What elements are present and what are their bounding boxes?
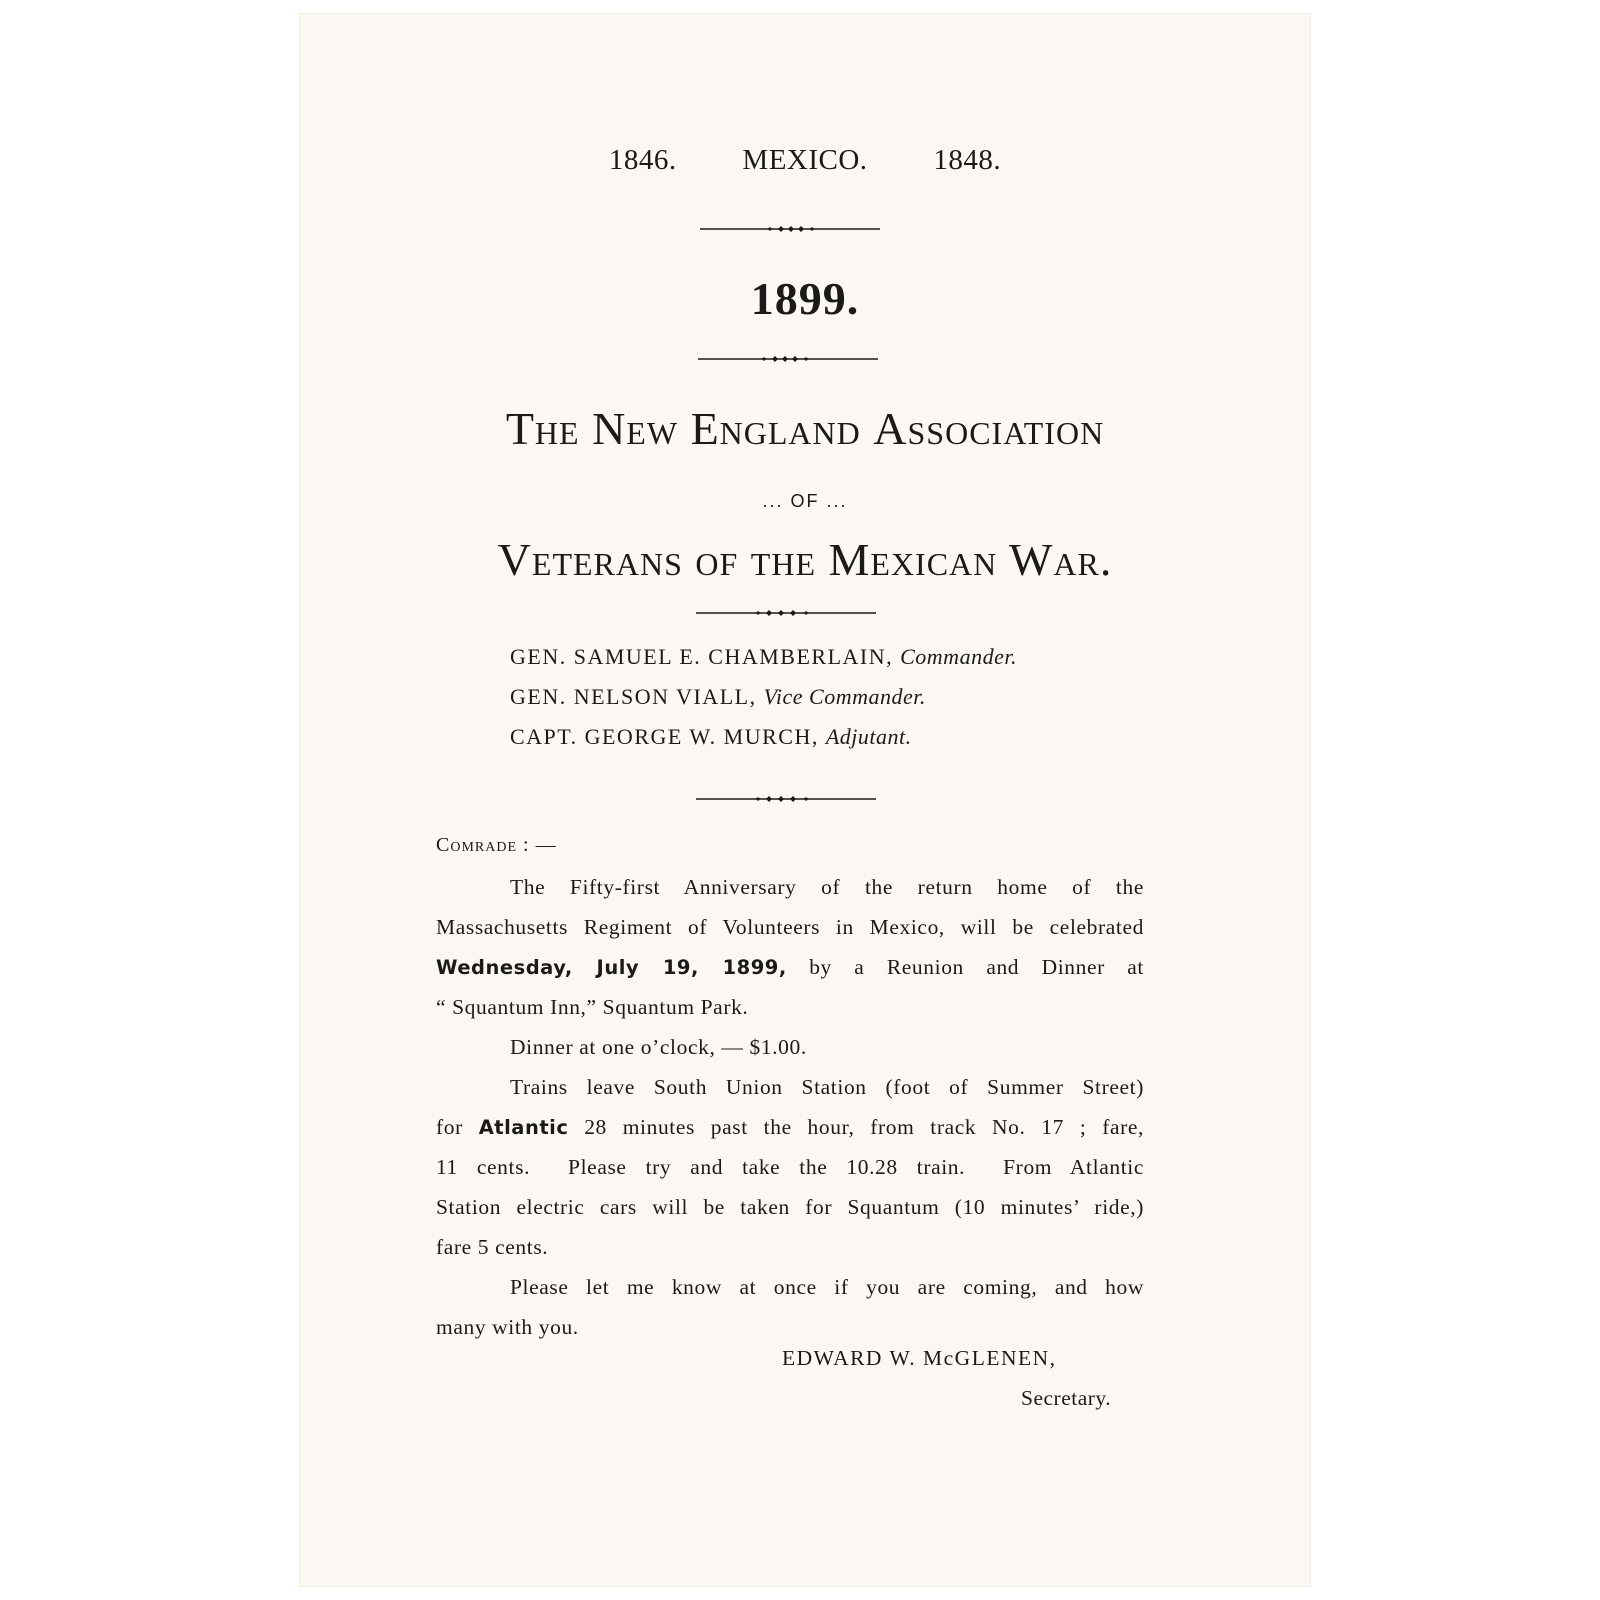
veterans-title: Veterans of the Mexican War. [497,534,1113,585]
letter-line: Station electric cars will be taken for Squantum (10 minutes’ ride,) [436,1195,1144,1219]
letter-line: Please let me know at once if you are coming, and how [510,1275,1144,1299]
officer-title: Commander. [900,644,1017,669]
letter-line: Trains leave South Union Station (foot of Summer Street) [510,1075,1144,1099]
association-title [300,402,1310,455]
letter-greeting: Comrade : — [436,834,557,856]
place-name: MEXICO. [742,144,868,176]
officer-commander [510,644,1017,670]
letter-line: fare 5 cents. [436,1235,549,1259]
title-word-new: New [592,403,679,454]
title-word-the: The [505,403,580,454]
title-of: ... OF ... [762,491,848,511]
letter-text: for [436,1115,463,1139]
signature-name: EDWARD W. McGLENEN, [782,1346,1057,1370]
letter-line: “ Squantum Inn,” Squantum Park. [436,995,749,1019]
event-year: 1899. [750,273,860,324]
officer-adjutant [510,724,912,750]
ornamental-divider [700,222,880,236]
letter-text: 28 minutes past the hour, from track No. 17 ; fare, [584,1115,1144,1139]
dinner-price-line: Dinner at one o’clock, — $1.00. [510,1035,807,1059]
letter-text: by a Reunion and Dinner at [809,955,1144,979]
officer-name: CAPT. GEORGE W. MURCH, [510,724,819,749]
letter-line [436,947,1144,987]
document-page [300,14,1310,1586]
signature-role: Secretary. [1021,1386,1112,1410]
letter-line: many with you. [436,1315,579,1339]
officer-name: GEN. NELSON VIALL, [510,684,757,709]
ornamental-divider [696,792,876,806]
letter-paragraph-1 [436,867,1144,1027]
letter-line: Massachusetts Regiment of Volunteers in Mexico, will be celebrated [436,915,1144,939]
year-end: 1848. [933,144,1002,176]
letter-line: The Fifty-first Anniversary of the return home of the [510,875,1144,899]
title-word-association: Association [873,403,1105,454]
station-name: Atlantic [478,1116,569,1139]
ornamental-divider [698,352,878,366]
officer-name: GEN. SAMUEL E. CHAMBERLAIN, [510,644,894,669]
letter-line [436,1107,1144,1147]
officer-vice-commander [510,684,926,710]
letter-paragraph-2 [436,1027,1144,1067]
event-date: Wednesday, July 19, 1899, [436,956,787,979]
officer-title: Adjutant. [825,724,912,749]
letter-line: 11 cents. Please try and take the 10.28 train. From Atlantic [436,1155,1144,1179]
title-word-england: England [690,403,861,454]
header-years [300,144,1310,177]
officer-title: Vice Commander. [763,684,926,709]
year-start: 1846. [608,144,677,176]
letter-paragraph-3 [436,1067,1144,1267]
ornamental-divider [696,606,876,620]
letter-paragraph-4 [436,1267,1144,1347]
